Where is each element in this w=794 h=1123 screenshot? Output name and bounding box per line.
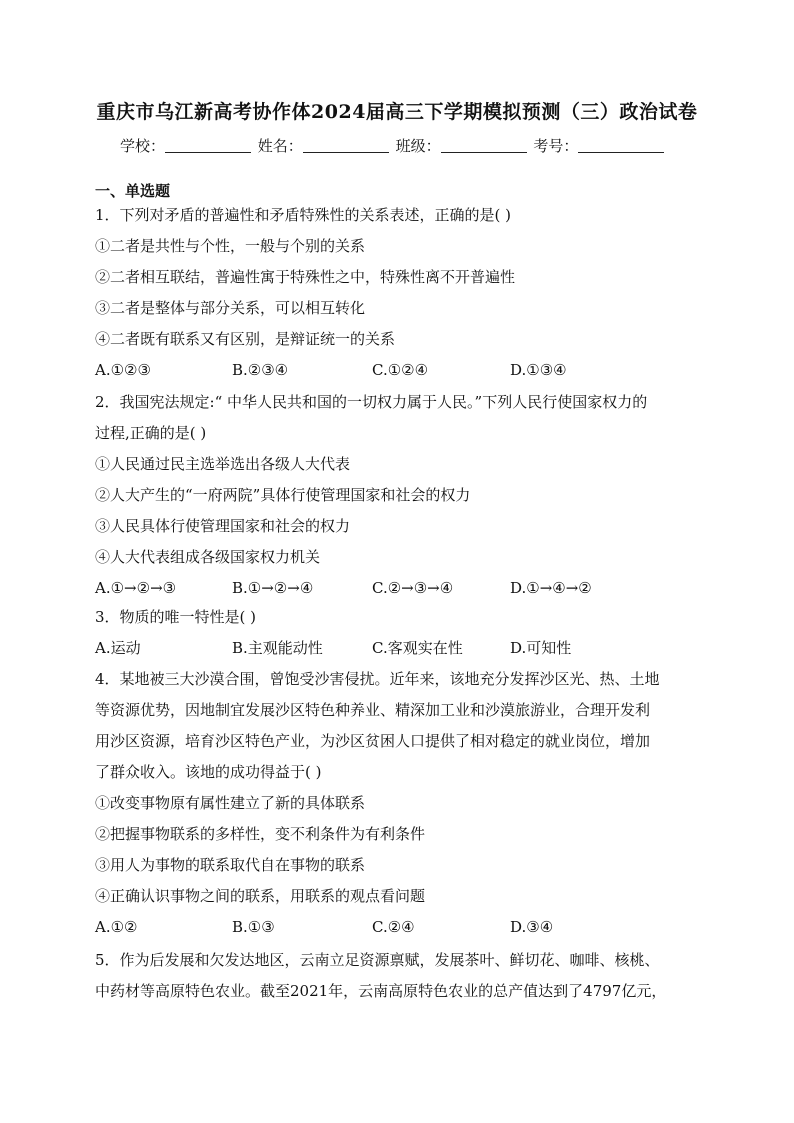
q1-option-c: C.①②④ (372, 361, 429, 379)
name-blank (303, 138, 389, 153)
student-info-row (120, 135, 666, 157)
q4-stem-line-1: 4．某地被三大沙漠合围，曾饱受沙害侵扰。近年来，该地充分发挥沙区光、热、土地 (95, 670, 660, 688)
q1-statement-3: ③二者是整体与部分关系，可以相互转化 (95, 299, 366, 317)
q1-statement-4: ④二者既有联系又有区别，是辩证统一的关系 (95, 330, 396, 348)
q1-statement-1: ①二者是共性与个性，一般与个别的关系 (95, 237, 366, 255)
q2-option-a: A.①→②→③ (95, 579, 177, 597)
q1-stem: 1．下列对矛盾的普遍性和矛盾特殊性的关系表述，正确的是( ) (95, 206, 512, 224)
q2-statement-3: ③人民具体行使管理国家和社会的权力 (95, 517, 351, 535)
q4-stem-line-3: 用沙区资源，培育沙区特色产业，为沙区贫困人口提供了相对稳定的就业岗位，增加 (95, 732, 651, 750)
number-blank (578, 138, 664, 153)
section-heading: 一、单选题 (95, 182, 171, 200)
q4-stem-line-4: 了群众收入。该地的成功得益于( ) (95, 763, 322, 781)
q4-option-a: A.①② (95, 918, 138, 936)
q4-stem-line-2: 等资源优势，因地制宜发展沙区特色种养业、精深加工业和沙漠旅游业，合理开发利 (95, 701, 651, 719)
q1-option-b: B.②③④ (232, 361, 289, 379)
q3-option-d: D.可知性 (510, 639, 572, 657)
q5-stem-line-1: 5．作为后发展和欠发达地区，云南立足资源禀赋，发展茶叶、鲜切花、咖啡、核桃、 (95, 951, 660, 969)
q2-statement-2: ②人大产生的“一府两院”具体行使管理国家和社会的权力 (95, 486, 471, 504)
class-label: 班级： (395, 137, 441, 155)
q2-stem-line-2: 过程,正确的是( ) (95, 424, 207, 442)
q4-statement-2: ②把握事物联系的多样性，变不利条件为有利条件 (95, 825, 426, 843)
q3-option-b: B.主观能动性 (232, 639, 323, 657)
q2-option-c: C.②→③→④ (372, 579, 454, 597)
q5-stem-line-2: 中药材等高原特色农业。截至2021年，云南高原特色农业的总产值达到了4797亿元， (95, 982, 667, 1000)
class-blank (441, 138, 527, 153)
q3-stem: 3．物质的唯一特性是( ) (95, 608, 257, 626)
number-label: 考号： (533, 137, 579, 155)
q4-statement-3: ③用人为事物的联系取代自在事物的联系 (95, 856, 366, 874)
q4-statement-1: ①改变事物原有属性建立了新的具体联系 (95, 794, 366, 812)
school-blank (165, 138, 251, 153)
q1-statement-2: ②二者相互联结，普遍性寓于特殊性之中，特殊性离不开普遍性 (95, 268, 516, 286)
q4-option-b: B.①③ (232, 918, 275, 936)
q4-option-c: C.②④ (372, 918, 415, 936)
school-label: 学校： (120, 137, 166, 155)
exam-title: 重庆市乌江新高考协作体2024届高三下学期模拟预测（三）政治试卷 (96, 101, 698, 123)
name-label: 姓名： (257, 137, 303, 155)
q2-stem-line-1: 2．我国宪法规定:“ 中华人民共和国的一切权力属于人民。”下列人民行使国家权力的 (95, 393, 648, 411)
q4-option-d: D.③④ (510, 918, 554, 936)
q2-statement-1: ①人民通过民主选举选出各级人大代表 (95, 455, 351, 473)
q2-option-b: B.①→②→④ (232, 579, 314, 597)
q3-option-c: C.客观实在性 (372, 639, 463, 657)
q4-statement-4: ④正确认识事物之间的联系，用联系的观点看问题 (95, 887, 426, 905)
q3-option-a: A.运动 (95, 639, 141, 657)
q1-option-a: A.①②③ (95, 361, 151, 379)
q1-option-d: D.①③④ (510, 361, 567, 379)
q2-option-d: D.①→④→② (510, 579, 592, 597)
q2-statement-4: ④人大代表组成各级国家权力机关 (95, 548, 321, 566)
